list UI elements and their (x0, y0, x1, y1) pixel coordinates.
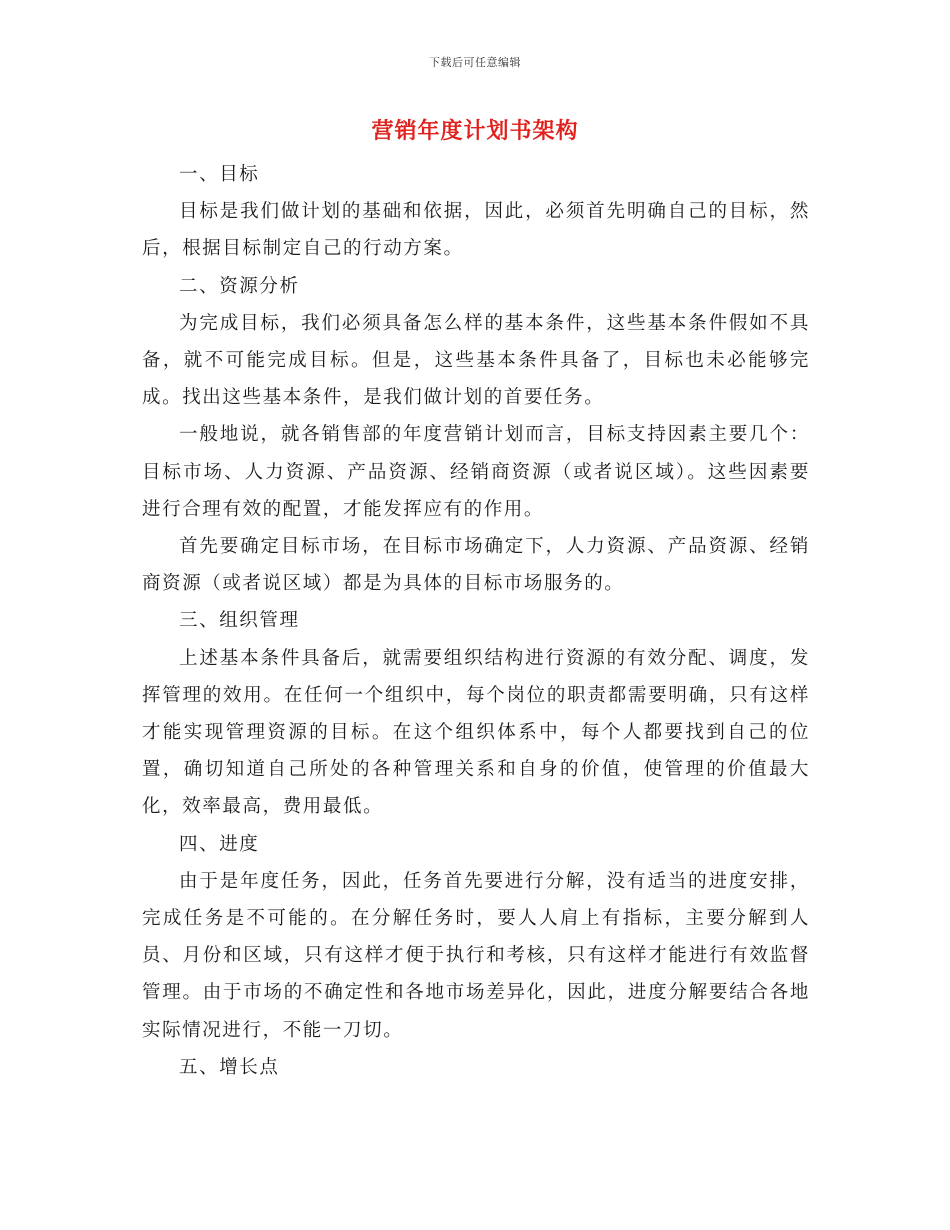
document-title: 营销年度计划书架构 (371, 118, 579, 144)
body-paragraph: 一般地说，就各销售部的年度营销计划而言，目标支持因素主要几个：目标市场、人力资源、产品资源、经销商资源（或者说区域）。这些因素要进行合理有效的配置，才能发挥应有的作用。 (142, 424, 810, 520)
body-paragraph: 上述基本条件具备后，就需要组织结构进行资源的有效分配、调度，发挥管理的效用。在任何一个组织中，每个岗位的职责都需要明确，只有这样才能实现管理资源的目标。在这个组织体系中，每个人都要找到自己的位置，确切知道自己所处的各种管理关系和自身的价值，使管理的价值最大化，效率最高，费用最低。 (142, 647, 810, 818)
body-paragraph: 为完成目标，我们必须具备怎么样的基本条件，这些基本条件假如不具备，就不可能完成目标。但是，这些基本条件具备了，目标也未必能够完成。找出这些基本条件，是我们做计划的首要任务。 (142, 312, 810, 409)
body-paragraph: 目标是我们做计划的基础和依据，因此，必须首先明确自己的目标，然后，根据目标制定自己的行动方案。 (142, 201, 810, 260)
header-note: 下载后可任意编辑 (429, 56, 521, 69)
body-paragraph: 首先要确定目标市场，在目标市场确定下，人力资源、产品资源、经销商资源（或者说区域）都是为具体的目标市场服务的。 (142, 536, 810, 595)
section-heading: 四、进度 (179, 833, 260, 855)
section-heading: 五、增长点 (179, 1056, 280, 1078)
body-paragraph: 由于是年度任务，因此，任务首先要进行分解，没有适当的进度安排，完成任务是不可能的。在分解任务时，要人人肩上有指标，主要分解到人员、月份和区域，只有这样才便于执行和考核，只有这样才能进行有效监督管理。由于市场的不确定性和各地市场差异化，因此，进度分解要结合各地实际情况进行，不能一刀切。 (142, 870, 810, 1041)
document-body (142, 156, 810, 1086)
section-heading: 三、组织管理 (179, 610, 300, 632)
section-heading: 一、目标 (179, 164, 260, 185)
section-heading: 二、资源分析 (179, 275, 300, 297)
